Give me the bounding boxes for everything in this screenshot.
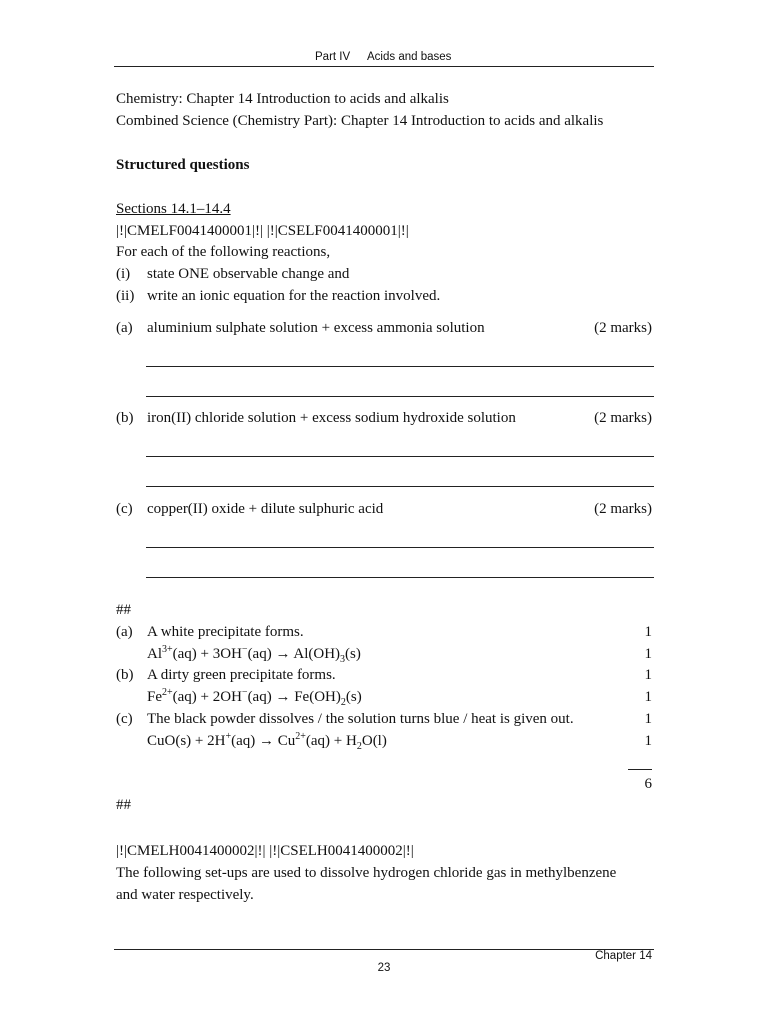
page-number: 23 <box>377 962 391 974</box>
answer-c-text: The black powder dissolves / the solution turns blue / heat is given out. <box>147 711 574 727</box>
answer-score: 1 <box>644 667 652 683</box>
footer-rule <box>114 949 654 950</box>
part-a-number: (a) <box>116 320 133 336</box>
q2-code: |!|CMELH0041400002|!| |!|CSELH0041400002|!| <box>116 843 414 859</box>
header-rule <box>114 66 654 67</box>
answer-marker-start: ## <box>116 602 131 618</box>
instruction-text: state ONE observable change and <box>147 266 350 282</box>
answer-a-equation: $Al^{3+}(aq) + 3OH^-(aq) \to Al(OH)_3(s)$ <box>147 644 361 665</box>
instruction-number: (ii) <box>116 288 135 304</box>
answer-score: 1 <box>644 646 652 662</box>
answer-a-text: A white precipitate forms. <box>147 624 304 640</box>
intro-chemistry: Chemistry: Chapter 14 Introduction to acids and alkalis <box>116 91 449 107</box>
part-b-text: iron(II) chloride solution + excess sodium hydroxide solution <box>147 410 516 426</box>
answer-b-equation: $Fe^{2+}(aq) + 2OH^-(aq) \to Fe(OH)_2(s)$ <box>147 687 362 708</box>
section-title: Structured questions <box>116 157 250 173</box>
total-score: 6 <box>644 776 652 792</box>
instruction-number: (i) <box>116 266 131 282</box>
answer-score: 1 <box>644 733 652 749</box>
intro-combined-science: Combined Science (Chemistry Part): Chapter 14 Introduction to acids and alkalis <box>116 113 604 129</box>
answer-c-number: (c) <box>116 711 133 727</box>
q1-stem: For each of the following reactions, <box>116 244 331 260</box>
answer-c-equation: $CuO(s) + 2H^+(aq) \to Cu^{2+}(aq) + H_2O(l)$ <box>147 731 387 752</box>
answer-line[interactable] <box>146 366 654 367</box>
part-c-marks: (2 marks) <box>594 501 652 517</box>
answer-line[interactable] <box>146 486 654 487</box>
answer-line[interactable] <box>146 547 654 548</box>
answer-b-number: (b) <box>116 667 134 683</box>
answer-line[interactable] <box>146 577 654 578</box>
answer-score: 1 <box>644 711 652 727</box>
part-a-marks: (2 marks) <box>594 320 652 336</box>
header-title: Acids and bases <box>367 51 452 63</box>
q1-sections: Sections 14.1–14.4 <box>116 201 231 217</box>
part-c-number: (c) <box>116 501 133 517</box>
answer-line[interactable] <box>146 396 654 397</box>
part-b-number: (b) <box>116 410 134 426</box>
header-part: Part IV <box>315 51 351 63</box>
footer-chapter: Chapter 14 <box>595 950 652 962</box>
answer-a-number: (a) <box>116 624 133 640</box>
answer-line[interactable] <box>146 456 654 457</box>
q2-text-line1: The following set-ups are used to dissolve hydrogen chloride gas in methylbenzene <box>116 865 617 881</box>
answer-score: 1 <box>644 624 652 640</box>
answer-marker-end: ## <box>116 797 131 813</box>
q2-text-line2: and water respectively. <box>116 887 254 903</box>
answer-b-text: A dirty green precipitate forms. <box>147 667 336 683</box>
answer-score: 1 <box>644 689 652 705</box>
instruction-text: write an ionic equation for the reaction involved. <box>147 288 441 304</box>
q1-code: |!|CMELF0041400001|!| |!|CSELF0041400001|!| <box>116 223 409 239</box>
total-rule <box>628 769 652 770</box>
part-c-text: copper(II) oxide + dilute sulphuric acid <box>147 501 384 517</box>
part-a-text: aluminium sulphate solution + excess ammonia solution <box>147 320 485 336</box>
part-b-marks: (2 marks) <box>594 410 652 426</box>
